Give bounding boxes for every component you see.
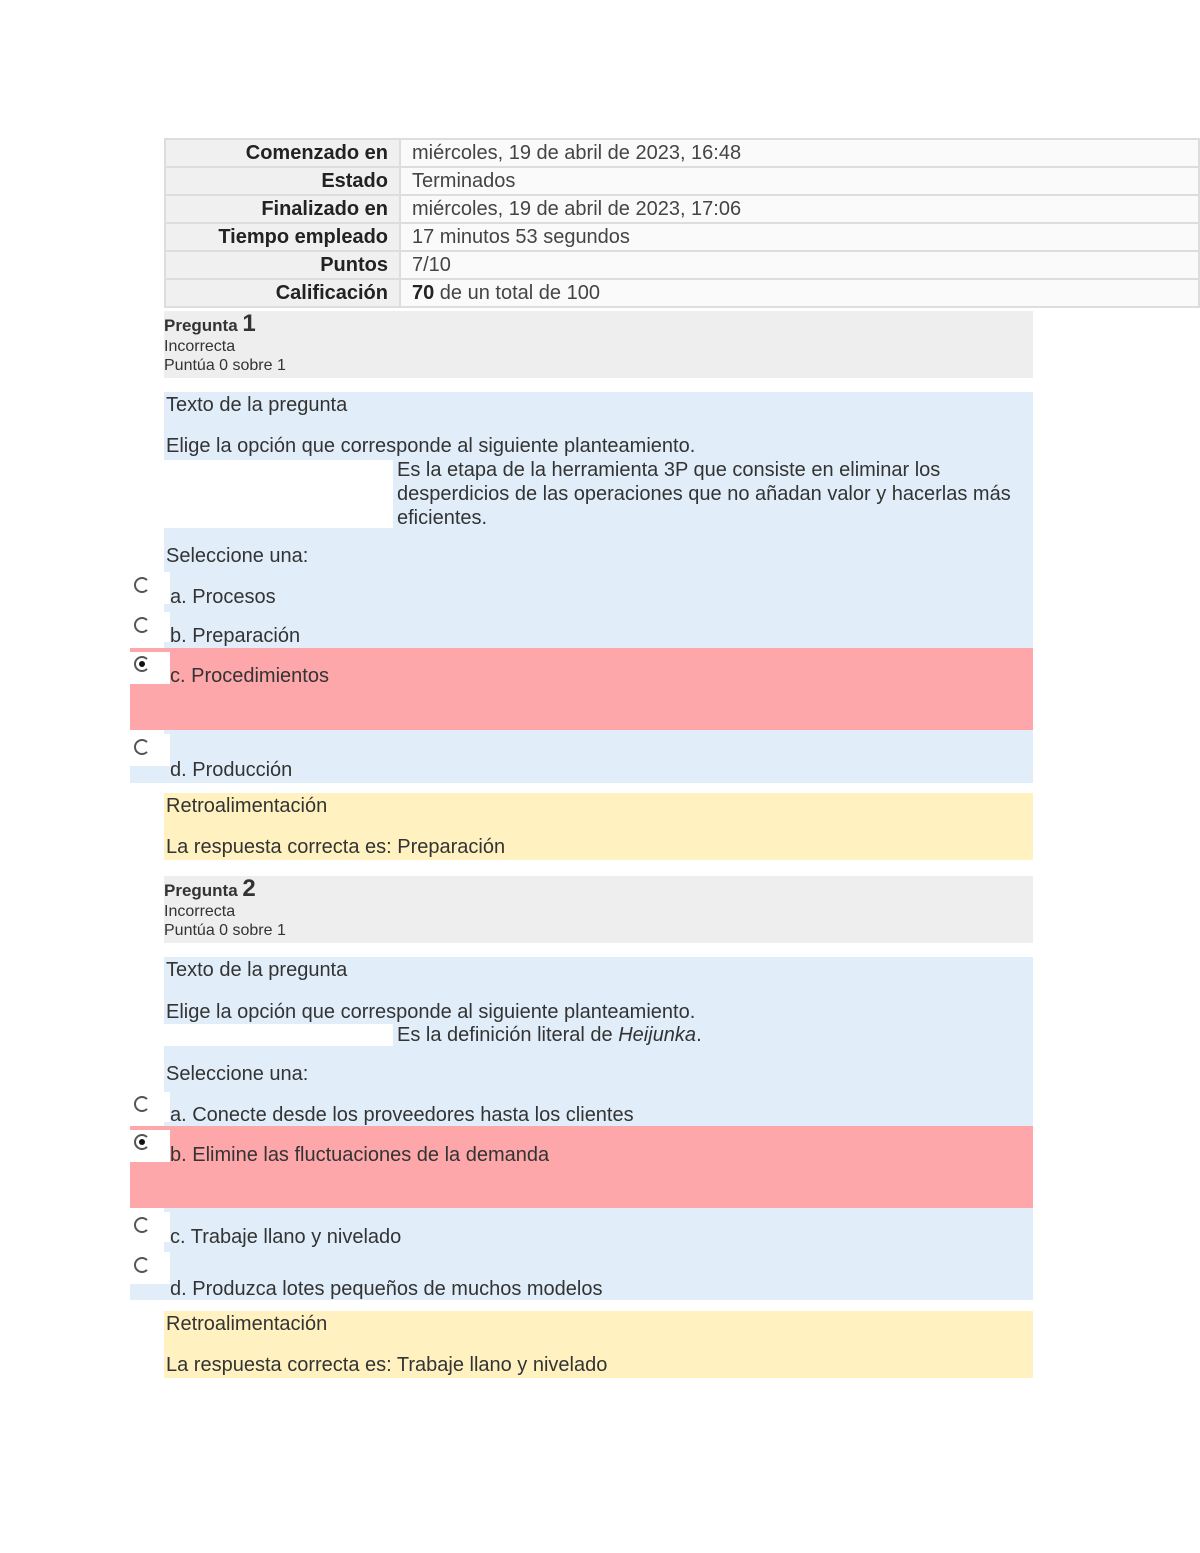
option-b-radio[interactable] — [134, 1134, 150, 1150]
option-b-label[interactable]: b. Preparación — [170, 625, 301, 647]
summary-label: Tiempo empleado — [165, 223, 400, 251]
question-statement-line: eficientes. — [397, 507, 488, 529]
question-text-heading: Texto de la pregunta — [166, 959, 348, 981]
option-b-radio[interactable] — [134, 617, 150, 633]
summary-row-points — [165, 251, 1199, 279]
incorrect-answer-highlight — [130, 648, 1033, 730]
question-statement-line: Es la etapa de la herramienta 3P que consiste en eliminar los — [397, 459, 941, 481]
question-2-info — [164, 876, 1033, 943]
feedback-heading: Retroalimentación — [166, 1313, 328, 1335]
summary-label: Puntos — [165, 251, 400, 279]
summary-label: Calificación — [165, 279, 400, 307]
option-a-radio[interactable] — [134, 577, 150, 593]
summary-row-started — [165, 139, 1199, 167]
statement-term: Heijunka — [618, 1024, 697, 1046]
summary-value: Terminados — [400, 167, 1199, 195]
option-a-label[interactable]: a. Procesos — [170, 586, 276, 608]
option-c-label[interactable]: c. Trabaje llano y nivelado — [170, 1226, 402, 1248]
option-b-label[interactable]: b. Elimine las fluctuaciones de la demanda — [170, 1144, 550, 1166]
select-one-label: Seleccione una: — [166, 545, 309, 567]
summary-value: miércoles, 19 de abril de 2023, 16:48 — [400, 139, 1199, 167]
question-number: 1 — [242, 310, 256, 337]
question-statement-line: desperdicios de las operaciones que no añadan valor y hacerlas más — [397, 483, 1011, 505]
question-state: Incorrecta — [164, 903, 236, 920]
feedback-text: La respuesta correcta es: Trabaje llano y nivelado — [166, 1354, 608, 1376]
option-d-label[interactable]: d. Produzca lotes pequeños de muchos modelos — [170, 1278, 603, 1300]
summary-row-finished — [165, 195, 1199, 223]
summary-label: Comenzado en — [165, 139, 400, 167]
question-state: Incorrecta — [164, 338, 236, 355]
question-prompt: Elige la opción que corresponde al siguiente planteamiento. — [166, 435, 696, 457]
attempt-summary-table — [164, 138, 1200, 308]
statement-period: . — [696, 1024, 702, 1046]
feedback-heading: Retroalimentación — [166, 795, 328, 817]
option-c-radio[interactable] — [134, 1217, 150, 1233]
option-c-label[interactable]: c. Procedimientos — [170, 665, 329, 687]
incorrect-answer-highlight — [130, 1126, 1033, 1208]
summary-value: 17 minutos 53 segundos — [400, 223, 1199, 251]
question-text-heading: Texto de la pregunta — [166, 394, 348, 416]
question-statement — [397, 1023, 702, 1047]
option-d-label[interactable]: d. Producción — [170, 759, 293, 781]
indent-spacer — [164, 1024, 393, 1046]
question-word: Pregunta — [164, 881, 238, 900]
summary-value — [400, 279, 1199, 307]
statement-text: Es la definición literal de — [397, 1024, 619, 1046]
grade-value: 70 — [412, 281, 435, 304]
summary-row-grade — [165, 279, 1199, 307]
question-prompt: Elige la opción que corresponde al siguiente planteamiento. — [166, 1001, 696, 1023]
option-a-radio[interactable] — [134, 1096, 150, 1112]
question-1-info — [164, 311, 1033, 378]
feedback-text: La respuesta correcta es: Preparación — [166, 836, 506, 858]
option-a-label[interactable]: a. Conecte desde los proveedores hasta los clientes — [170, 1104, 634, 1126]
indent-spacer — [164, 460, 393, 528]
summary-label: Finalizado en — [165, 195, 400, 223]
summary-label: Estado — [165, 167, 400, 195]
option-d-radio[interactable] — [134, 1257, 150, 1273]
question-title — [164, 876, 1033, 902]
summary-value: miércoles, 19 de abril de 2023, 17:06 — [400, 195, 1199, 223]
question-number: 2 — [242, 875, 256, 902]
summary-row-state — [165, 167, 1199, 195]
question-score: Puntúa 0 sobre 1 — [164, 357, 286, 374]
question-word: Pregunta — [164, 316, 238, 335]
grade-total: de un total de 100 — [434, 281, 600, 304]
select-one-label: Seleccione una: — [166, 1063, 309, 1085]
summary-row-time — [165, 223, 1199, 251]
question-score: Puntúa 0 sobre 1 — [164, 922, 286, 939]
summary-value: 7/10 — [400, 251, 1199, 279]
option-c-radio[interactable] — [134, 656, 150, 672]
question-title — [164, 311, 1033, 337]
option-d-radio[interactable] — [134, 739, 150, 755]
